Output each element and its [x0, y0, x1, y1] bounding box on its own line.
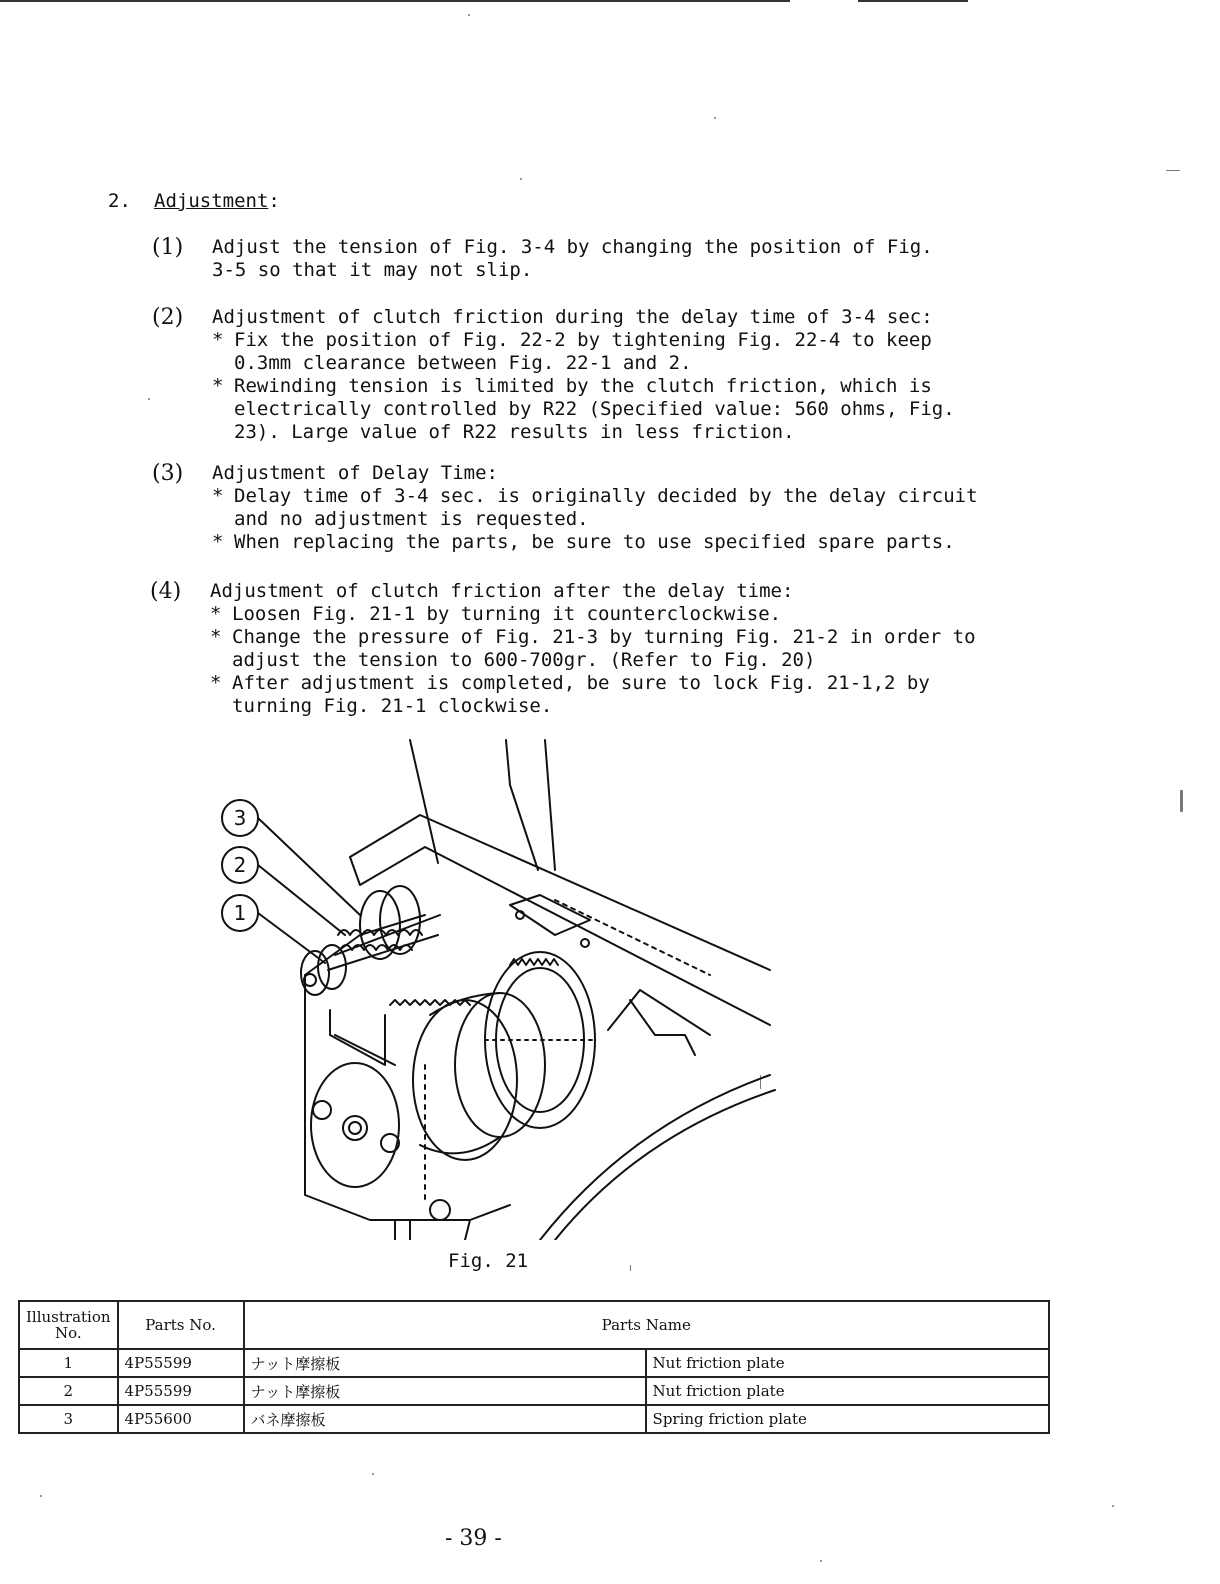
- bullet-text: Rewinding tension is limited by the clutch friction, which is electrically controlled by R22 (Specified value: 560 ohms, Fig. 23). Large value of R22 results in less friction.: [234, 375, 955, 443]
- cell-name-jp: バネ摩擦板: [244, 1405, 646, 1433]
- header-parts-name: Parts Name: [244, 1301, 1049, 1349]
- section-suffix: :: [268, 190, 280, 212]
- scan-top-rule-right: [858, 0, 968, 2]
- bullet-star: *: [212, 485, 224, 507]
- table-header-row: [19, 1301, 1049, 1349]
- section-heading: [108, 190, 280, 212]
- cell-name-jp: ナット摩擦板: [244, 1349, 646, 1377]
- scan-top-rule: [0, 0, 790, 2]
- cell-parts-no: 4P55600: [118, 1405, 244, 1433]
- bullet-text: Change the pressure of Fig. 21-3 by turning Fig. 21-2 in order to adjust the tension to 600-700gr. (Refer to Fig. 20): [232, 626, 976, 671]
- cell-name-en: Nut friction plate: [646, 1349, 1049, 1377]
- bullet-item: [212, 375, 992, 444]
- bullet-text: When replacing the parts, be sure to use specified spare parts.: [234, 531, 955, 553]
- callout-label: 2: [233, 853, 247, 877]
- header-illustration-no: Illustration No.: [19, 1301, 118, 1349]
- bullet-star: *: [210, 672, 222, 694]
- cell-illustration-no: 2: [19, 1377, 118, 1405]
- figure-caption: Fig. 21: [448, 1250, 529, 1272]
- item-text: Adjust the tension of Fig. 3-4 by changing the position of Fig.: [212, 236, 933, 258]
- bullet-item: [212, 531, 992, 554]
- cell-illustration-no: 1: [19, 1349, 118, 1377]
- item-label: (1): [152, 235, 184, 260]
- bullet-star: *: [212, 531, 224, 553]
- bullet-text: After adjustment is completed, be sure to lock Fig. 21-1,2 by turning Fig. 21-1 clockwise.: [232, 672, 930, 717]
- bullet-star: *: [212, 375, 224, 397]
- bullet-text: Delay time of 3-4 sec. is originally decided by the delay circuit and no adjustment is requested.: [234, 485, 978, 530]
- bullet-star: *: [210, 603, 222, 625]
- cell-illustration-no: 3: [19, 1405, 118, 1433]
- cell-name-en: Spring friction plate: [646, 1405, 1049, 1433]
- table-row: [19, 1349, 1049, 1377]
- callout-label: 1: [233, 901, 247, 925]
- bullet-item: [212, 329, 992, 375]
- table-row: [19, 1405, 1049, 1433]
- callout-2: [222, 847, 258, 883]
- item-text: 3-5 so that it may not slip.: [212, 259, 533, 281]
- header-parts-no: Parts No.: [118, 1301, 244, 1349]
- parts-table: [18, 1300, 1050, 1434]
- cell-parts-no: 4P55599: [118, 1349, 244, 1377]
- item-label: (4): [150, 579, 182, 604]
- bullet-star: *: [210, 626, 222, 648]
- page-number: - 39 -: [445, 1526, 502, 1551]
- bullet-star: *: [212, 329, 224, 351]
- bullet-item: [210, 626, 990, 672]
- cell-name-en: Nut friction plate: [646, 1377, 1049, 1405]
- cell-parts-no: 4P55599: [118, 1377, 244, 1405]
- item-heading: Adjustment of clutch friction after the delay time:: [210, 580, 794, 602]
- bullet-text: Fix the position of Fig. 22-2 by tightening Fig. 22-4 to keep 0.3mm clearance between Fig. 22-1 and 2.: [234, 329, 932, 374]
- bullet-item: [210, 672, 990, 718]
- section-title: Adjustment: [154, 190, 269, 212]
- table-row: [19, 1377, 1049, 1405]
- callout-label: 3: [233, 806, 247, 830]
- bullet-item: [210, 603, 990, 626]
- item-label: (3): [152, 461, 184, 486]
- bullet-text: Loosen Fig. 21-1 by turning it counterclockwise.: [232, 603, 782, 625]
- cell-name-jp: ナット摩擦板: [244, 1377, 646, 1405]
- section-number: 2.: [108, 190, 131, 212]
- item-label: (2): [152, 305, 184, 330]
- item-heading: Adjustment of clutch friction during the delay time of 3-4 sec:: [212, 306, 933, 328]
- callout-3: [222, 800, 258, 836]
- item-heading: Adjustment of Delay Time:: [212, 462, 498, 484]
- clutch-mechanism-illustration: [210, 735, 780, 1240]
- callout-1: [222, 895, 258, 931]
- bullet-item: [212, 485, 992, 531]
